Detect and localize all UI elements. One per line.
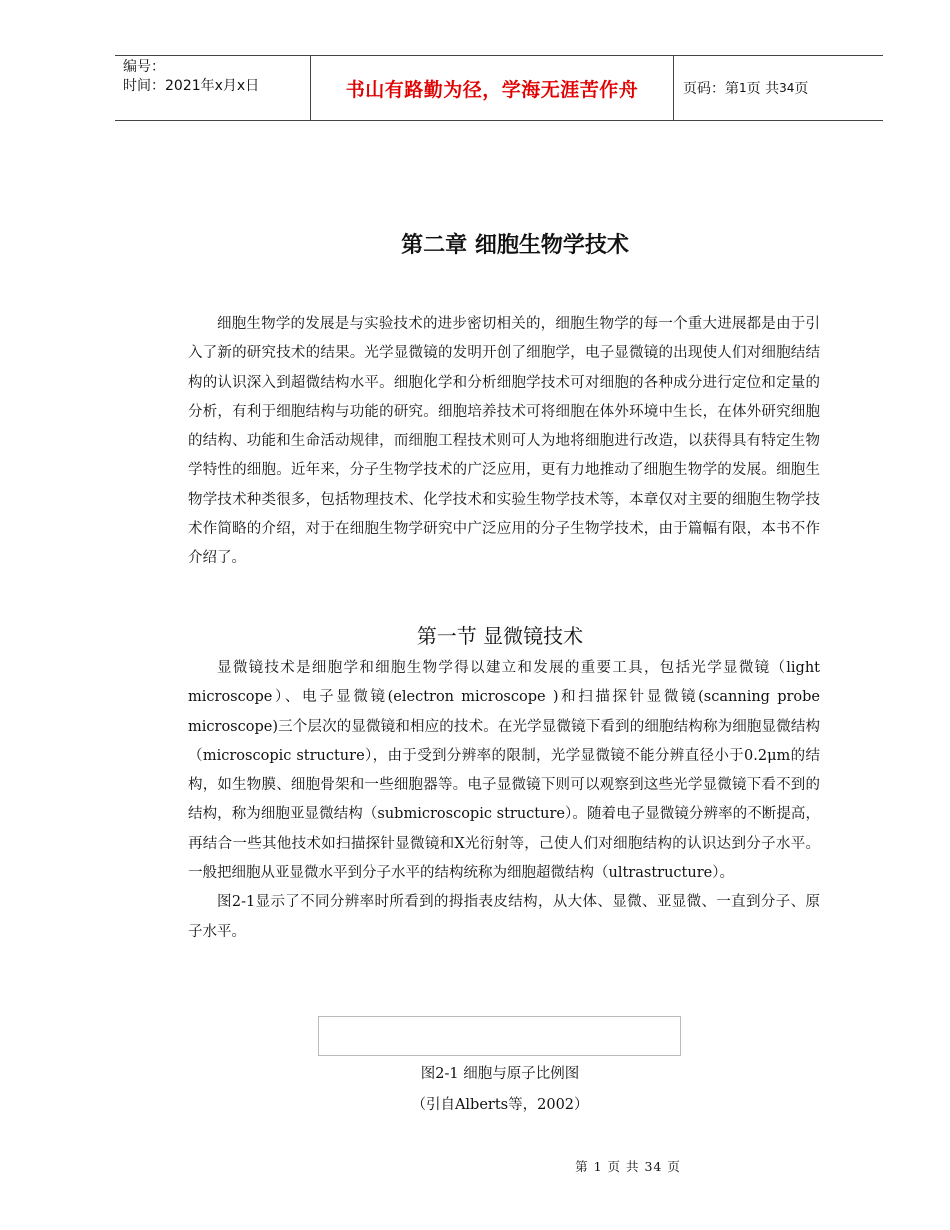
section-title: 第一节 显微镜技术 — [416, 624, 584, 648]
header-meta — [115, 56, 310, 120]
page-prefix: 页码：第 — [683, 81, 739, 97]
section-paragraph: 显微镜技术是细胞学和细胞生物学得以建立和发展的重要工具，包括光学显微镜（light microscope）、电子显微镜(electron microscope )和扫描探针显微镜(scanning probe microscope)三个层次的显微镜和相应的技术。在光学显微镜下看到的细胞结构称为细胞显微结构（microscopic structure），由于受到分辨率的限制，光学显微镜不能分辨直径小于0.2μm的结构，如生物膜、细胞骨架和一些细胞器等。电子显微镜下则可以观察到这些光学显微镜下看不到的结构，称为细胞亚显微结构（submicroscopic structure）。随着电子显微镜分辨率的不断提高，再结合一些其他技术如扫描探针显微镜和X光衍射等，己使人们对细胞结构的认识达到分子水平。一般把细胞从亚显微水平到分子水平的结构统称为细胞超微结构（ultrastructure）。 — [188, 660, 820, 882]
figure-caption: 图2-1 细胞与原子比例图 — [420, 1066, 580, 1082]
page-current: 1 — [739, 81, 747, 95]
header-motto: 书山有路勤为径，学海无涯苦作舟 — [310, 56, 674, 120]
id-label: 编号： — [123, 59, 165, 75]
page-total: 34 — [779, 81, 795, 95]
page-footer: 第 1 页 共 34 页 — [575, 1159, 681, 1174]
intro-paragraph: 细胞生物学的发展是与实验技术的进步密切相关的，细胞生物学的每一个重大进展都是由于引入了新的研究技术的结果。光学显微镜的发明开创了细胞学，电子显微镜的出现使人们对细胞结结构的认识深入到超微结构水平。细胞化学和分析细胞学技术可对细胞的各种成分进行定位和定量的分析，有利于细胞结构与功能的研究。细胞培养技术可将细胞在体外环境中生长，在体外研究细胞的结构、功能和生命活动规律，而细胞工程技术则可人为地将细胞进行改造，以获得具有特定生物学特性的细胞。近年来，分子生物学技术的广泛应用，更有力地推动了细胞生物学的发展。细胞生物学技术种类很多，包括物理技术、化学技术和实验生物学技术等，本章仅对主要的细胞生物学技术作简略的介绍，对于在细胞生物学研究中广泛应用的分子生物学技术，由于篇幅有限，本书不作介绍了。 — [188, 316, 820, 567]
chapter-title: 第二章 细胞生物学技术 — [401, 233, 629, 258]
figure-source: （引自Alberts等，2002） — [411, 1097, 589, 1113]
header-table — [115, 55, 883, 121]
intro-section — [188, 310, 820, 574]
page-mid: 页 共 — [746, 81, 780, 97]
page-suffix: 页 — [794, 81, 809, 97]
figure-placeholder — [318, 1016, 681, 1056]
section-body — [188, 654, 820, 947]
section-paragraph: 图2-1显示了不同分辨率时所看到的拇指表皮结构，从大体、显微、亚显微、一直到分子、原子水平。 — [188, 894, 820, 940]
header-page-number — [674, 56, 883, 120]
time-label: 时间：2021年x月x日 — [123, 78, 260, 94]
